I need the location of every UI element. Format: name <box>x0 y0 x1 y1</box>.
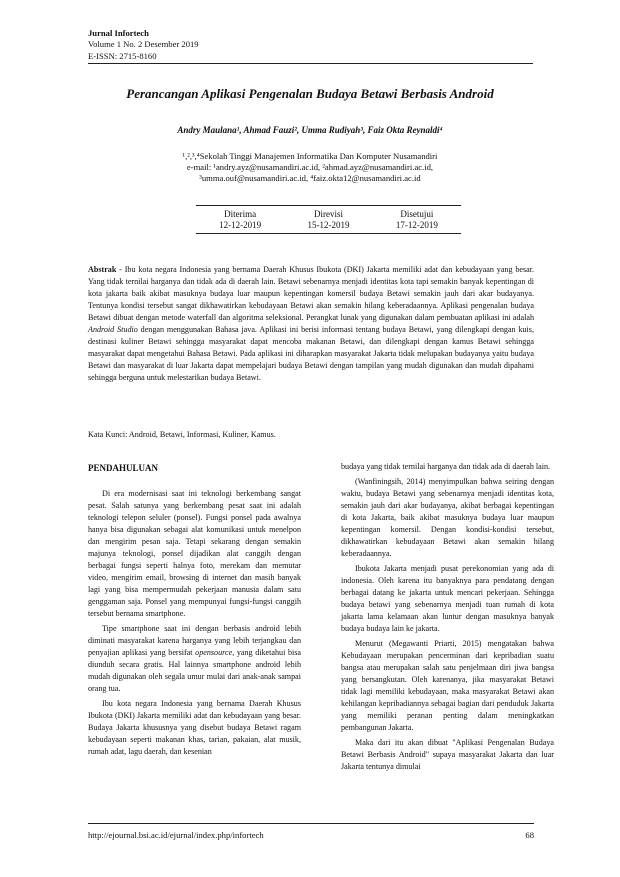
section-heading: PENDAHULUAN <box>88 463 159 473</box>
abstract-text-1: - Ibu kota negara Indonesia yang bernama Daerah Khusus Ibukota (DKI) Jakarta memiliki adat dan kebudayaan yang besar. Yang tidak ternilai harganya dan tidak ada di daerah lain. Betawi sebenarnya menjadi identitas kota tapi semakin banyak kepentingan di kota jakarta baik akibat masuknya budaya luar maupun kepentingan komersil budaya Betawi semakin jauh dari akar budayanya. Tentunya kondisi tersebut sangat dikhawatirkan kebudayaan Betawi akan semakin hilang keberadaannya. Aplikasi pengenalan budaya Betawi dibuat dengan metode waterfall dan algoritma seleksional. Perangkat lunak yang digunakan dalam pembuatan aplikasi ini adalah <box>88 265 534 322</box>
left-column <box>88 462 301 761</box>
affiliation-block <box>80 151 540 184</box>
intro-paragraph-5: (Wanfiningsih, 2014) menyimpulkan bahwa seiring dengan waktu, budaya Betawi yang sebenarnya menjadi identitas kota, semakin jauh dari akar budayanya, akibat berbagai kepentingan di kota Jakarta, baik akibat masuknya budaya luar maupun kepentingan komersil. Dengan kondisi-kondisi tersebut, dikhawatirkan kebudayaan Betawi akan semakin hilang keberadaannya. <box>341 477 554 558</box>
abstract-text-2: dengan menggunakan Bahasa java. Aplikasi ini berisi informasi tentang budaya Betawi, yang dilengkapi dengan kuis, destinasi kuliner Betawi sehingga masyarakat dapat mencoba makanan Betawi, dan dilengkapi dengan kamus Betawi sehingga masyarakat dapat mengetahui Bahasa Betawi. Pada aplikasi ini diharapkan masyarakat Jakarta tidak melupakan budayanya yaitu budaya Betawi dan masyarakat di luar Jakarta dapat mempelajari budaya Betawi dengan tampilan yang mudah digunakan dan mudah dipahami sehingga berguna untuk melestarikan budaya Betawi. <box>88 325 534 382</box>
abstract-term: Android Studio <box>88 325 138 334</box>
paper-authors: Andry Maulana¹, Ahmad Fauzi², Umma Rudiyah³, Faiz Okta Reynaldi⁴ <box>177 125 443 135</box>
intro-paragraph-7: Menurut (Megawanti Priarti, 2015) mengatakan bahwa Kebudayaan merupakan pencerminan dari kepribadian suatu bangsa atau merupakan salah satu penjelmaan diri jiwa bangsa yang bersangkutan. Oleh karenanya, jika masyarakat Betawi tidak lagi memiliki kebudayaan, maka masyarakat Betawi akan kehilangan kepribadiannya sebagai bagian dari penduduk Jakarta yang memiliki peranan penting dalam meningkatkan pembangunan Jakarta. <box>341 639 554 732</box>
date-revised-label: Direvisi <box>313 209 343 219</box>
intro-p2-term: opensource <box>195 648 233 657</box>
journal-volume: Volume 1 No. 2 Desember 2019 <box>88 39 199 50</box>
intro-paragraph-1: Di era modernisasi saat ini teknologi berkembang sangat pesat. Salah satunya yang berkembang pesat saat ini adalah teknologi telepon seluler (ponsel). Fungsi ponsel pada awalnya hanya bisa digunakan sebagai alat komunikasi untuk menelpon dan mengirim pesan saja. Tetapi sekarang dengan semakin majunya teknologi, ponsel dijadikan alat canggih dengan berbagai fungsi seperti halnya foto, merekam dan memutar video, mengirim email, browsing di internet dan masih banyak lagi yang bisa mempermudah pekerjaan manusia dalam satu genggaman saja. Ponsel yang mempunyai fungsi-fungsi canggih tersebut bernama smartphone. <box>88 489 301 618</box>
journal-header <box>88 28 533 64</box>
abstract <box>88 264 534 384</box>
intro-paragraph-8: Maka dari itu akan dibuat "Aplikasi Pengenalan Budaya Betawi Berbasis Android" supaya masyarakat Jakarta dan luar Jakarta tentunya dimulai <box>341 738 554 771</box>
keywords: Kata Kunci: Android, Betawi, Informasi, Kuliner, Kamus. <box>88 430 276 439</box>
journal-issn: E-ISSN: 2715-8160 <box>88 50 157 61</box>
right-column <box>341 461 554 776</box>
intro-paragraph-3: Ibu kota negara Indonesia yang bernama Daerah Khusus Ibukota (DKI) Jakarta memiliki adat dan kebudayaan yang besar. Budaya Jakarta khususnya yang disebut budaya Betawi ragam kebudayaan seperti makanan khas, tarian, pakaian, alat musik, rumah adat, lagu daerah, dan kesenian <box>88 699 301 756</box>
dates-value-row <box>196 220 461 231</box>
submission-dates <box>196 205 461 234</box>
intro-paragraph-6: Ibukota Jakarta menjadi pusat perekonomian yang ada di indonesia. Oleh karena itu banyaknya para pendatang dengan berbagai datang ke jakarta untuk mencari pekerjaan. Sehingga budaya betawi yang sebenarnya menjadi tuan rumah di kota jakarta lama kelamaan akan luntur dengan masuknya banyak budaya budaya lain ke jakarta. <box>341 564 554 633</box>
intro-p2-text-1: Tipe smartphone saat ini dengan berbasis android lebih diminati masyarakat karena harganya yang lebih terjangkau dan penyajian aplikasi yang bersifat <box>88 624 301 657</box>
page-footer <box>88 823 534 840</box>
date-accepted-value: 17-12-2019 <box>395 220 438 230</box>
affiliation-emails-1: e-mail: ¹andry.ayz@nusamandiri.ac.id, ²ahmad.ayz@nusamandiri.ac.id, <box>186 162 434 172</box>
page-number: 68 <box>525 830 534 840</box>
affiliation-institution: ¹,²,³,⁴Sekolah Tinggi Manajemen Informatika Dan Komputer Nusamandiri <box>182 151 438 161</box>
intro-paragraph-2 <box>88 623 301 695</box>
date-accepted-label: Disetujui <box>400 209 434 219</box>
journal-url[interactable]: http://ejournal.bsi.ac.id/ejurnal/index.php/infortech <box>88 830 264 840</box>
paper-title: Perancangan Aplikasi Pengenalan Budaya Betawi Berbasis Android <box>126 86 494 101</box>
header-divider <box>88 63 533 64</box>
intro-p2-text-2: , yang diketahui bisa diunduh secara gratis. Hal lainnya smartphone android lebih mudah digunakan oleh segala umur mulai dari anak-anak sampai orang tua. <box>88 648 301 693</box>
journal-name: Jurnal Infortech <box>88 28 149 38</box>
dates-header-row <box>196 209 461 220</box>
date-revised-value: 15-12-2019 <box>307 220 350 230</box>
intro-paragraph-4: budaya yang tidak ternilai harganya dan tidak ada di daerah lain. <box>341 462 551 471</box>
abstract-label: Abstrak <box>88 265 117 274</box>
date-received-value: 12-12-2019 <box>219 220 262 230</box>
date-received-label: Diterima <box>224 209 257 219</box>
dates-table <box>196 209 461 231</box>
affiliation-emails-2: ³umma.ouf@nusamandiri.ac.id, ⁴faiz.okta12@nusamandiri.ac.id <box>199 173 421 183</box>
